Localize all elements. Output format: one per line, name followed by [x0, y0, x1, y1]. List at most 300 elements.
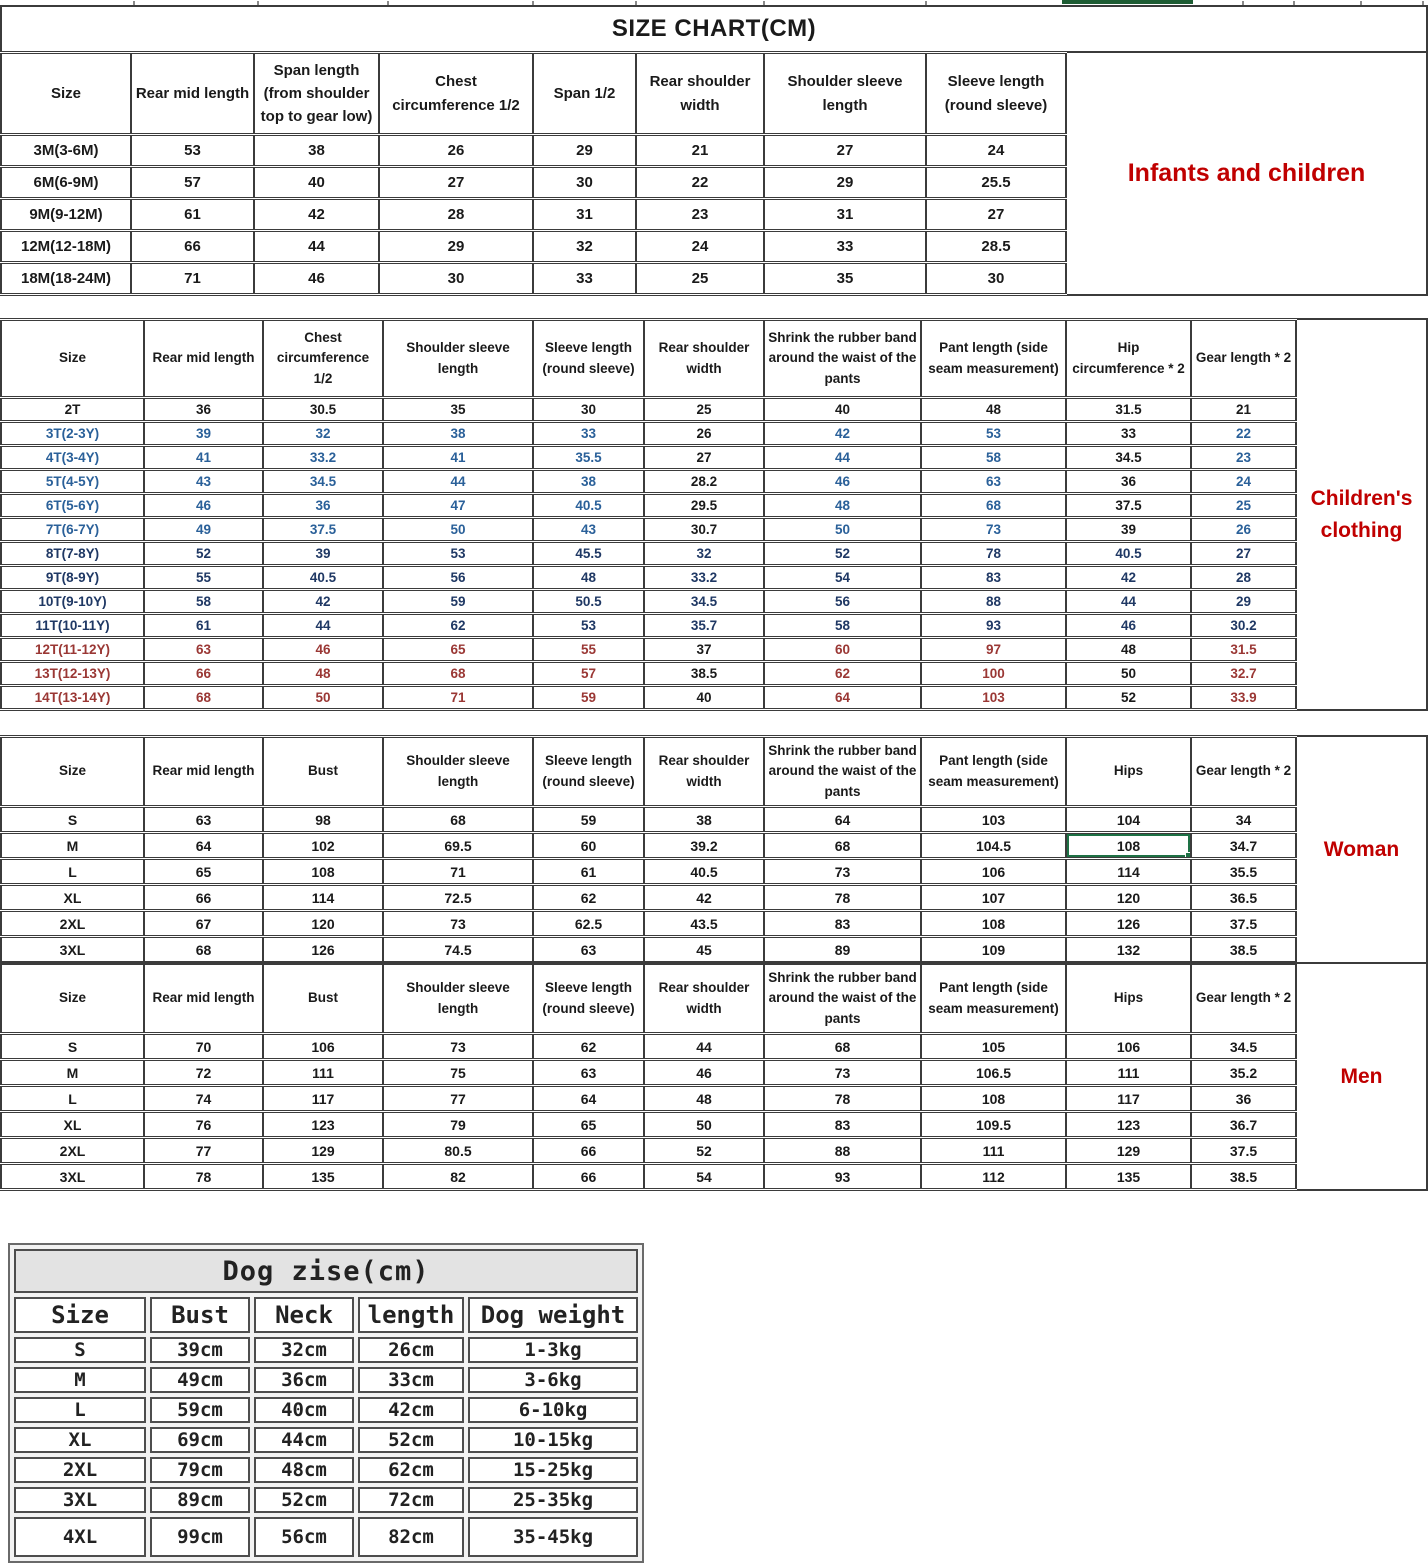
value-cell: 38 — [383, 422, 533, 446]
value-cell: 100 — [921, 662, 1066, 686]
value-cell: 30.2 — [1191, 614, 1296, 638]
column-header: Shrink the rubber band around the waist of the pants — [764, 320, 921, 398]
value-cell: 42 — [644, 885, 764, 911]
value-cell: 30 — [926, 263, 1066, 295]
column-header: Gear length * 2 — [1191, 320, 1296, 398]
value-cell: 114 — [1066, 859, 1191, 885]
value-cell: 62 — [764, 662, 921, 686]
value-cell: 103 — [921, 807, 1066, 833]
row-size-cell: M — [1, 833, 144, 859]
row-size-cell: M — [14, 1367, 146, 1393]
row-size-cell: 2XL — [14, 1457, 146, 1483]
row-size-cell: XL — [1, 1112, 144, 1138]
row-size-cell: S — [1, 807, 144, 833]
value-cell: 67 — [144, 911, 263, 937]
value-cell: 39cm — [150, 1337, 250, 1363]
column-header: Rear shoulder width — [636, 53, 764, 135]
value-cell: 50 — [383, 518, 533, 542]
value-cell: 117 — [1066, 1086, 1191, 1112]
value-cell: 109 — [921, 937, 1066, 963]
value-cell: 102 — [263, 833, 383, 859]
value-cell: 78 — [764, 885, 921, 911]
value-cell: 44 — [644, 1034, 764, 1060]
infants-label: Infants and children — [1127, 158, 1366, 187]
row-size-cell: S — [14, 1337, 146, 1363]
table-row — [1, 542, 1296, 566]
value-cell: 45.5 — [533, 542, 644, 566]
value-cell: 52 — [144, 542, 263, 566]
value-cell: 59 — [383, 590, 533, 614]
value-cell: 26 — [379, 135, 533, 167]
value-cell: 35 — [764, 263, 926, 295]
value-cell: 1-3kg — [468, 1337, 638, 1363]
value-cell: 38.5 — [1191, 937, 1296, 963]
value-cell: 89 — [764, 937, 921, 963]
column-header: Size — [1, 964, 144, 1034]
value-cell: 106 — [1066, 1034, 1191, 1060]
value-cell: 53 — [533, 614, 644, 638]
selected-cell: 108 — [1066, 833, 1191, 859]
value-cell: 27 — [1191, 542, 1296, 566]
value-cell: 48 — [263, 662, 383, 686]
value-cell: 56cm — [254, 1517, 354, 1557]
value-cell: 33 — [764, 231, 926, 263]
infants-label-box — [1067, 51, 1428, 296]
value-cell: 74 — [144, 1086, 263, 1112]
value-cell: 55 — [533, 638, 644, 662]
value-cell: 77 — [383, 1086, 533, 1112]
woman-label-box — [1297, 735, 1428, 964]
value-cell: 63 — [144, 638, 263, 662]
table-row — [1, 231, 1066, 263]
value-cell: 68 — [144, 686, 263, 710]
value-cell: 38.5 — [644, 662, 764, 686]
value-cell: 29 — [379, 231, 533, 263]
value-cell: 41 — [383, 446, 533, 470]
value-cell: 44 — [383, 470, 533, 494]
value-cell: 52 — [1066, 686, 1191, 710]
value-cell: 104.5 — [921, 833, 1066, 859]
value-cell: 83 — [764, 1112, 921, 1138]
value-cell: 26 — [644, 422, 764, 446]
value-cell: 108 — [921, 911, 1066, 937]
size-chart-title-bar — [0, 5, 1428, 51]
value-cell: 66 — [131, 231, 254, 263]
value-cell: 70 — [144, 1034, 263, 1060]
woman-label: Woman — [1323, 837, 1400, 861]
value-cell: 64 — [764, 807, 921, 833]
column-header: Sleeve length (round sleeve) — [533, 964, 644, 1034]
value-cell: 24 — [636, 231, 764, 263]
row-size-cell: 12M(12-18M) — [1, 231, 131, 263]
header-row — [1, 320, 1296, 398]
column-header: Gear length * 2 — [1191, 737, 1296, 807]
dog-section — [8, 1243, 1428, 1563]
value-cell: 83 — [764, 911, 921, 937]
value-cell: 40.5 — [533, 494, 644, 518]
value-cell: 40.5 — [644, 859, 764, 885]
row-size-cell: L — [1, 1086, 144, 1112]
gridline-tick — [925, 1, 927, 5]
table-row — [14, 1427, 638, 1453]
value-cell: 117 — [263, 1086, 383, 1112]
value-cell: 50.5 — [533, 590, 644, 614]
table-row — [1, 1164, 1296, 1190]
value-cell: 37 — [644, 638, 764, 662]
value-cell: 25 — [1191, 494, 1296, 518]
table-row — [1, 398, 1296, 422]
value-cell: 22 — [636, 167, 764, 199]
value-cell: 32 — [263, 422, 383, 446]
value-cell: 33 — [533, 422, 644, 446]
table-row — [1, 807, 1296, 833]
value-cell: 42 — [764, 422, 921, 446]
value-cell: 97 — [921, 638, 1066, 662]
row-size-cell: M — [1, 1060, 144, 1086]
spacer — [0, 711, 1428, 735]
value-cell: 37.5 — [263, 518, 383, 542]
value-cell: 26cm — [358, 1337, 464, 1363]
value-cell: 65 — [144, 859, 263, 885]
value-cell: 40.5 — [1066, 542, 1191, 566]
value-cell: 6-10kg — [468, 1397, 638, 1423]
value-cell: 28 — [379, 199, 533, 231]
row-size-cell: L — [1, 859, 144, 885]
men-size-table — [0, 962, 1297, 1191]
value-cell: 3-6kg — [468, 1367, 638, 1393]
value-cell: 80.5 — [383, 1138, 533, 1164]
column-header: Hips — [1066, 737, 1191, 807]
value-cell: 35.2 — [1191, 1060, 1296, 1086]
value-cell: 68 — [764, 1034, 921, 1060]
men-section — [0, 962, 1428, 1191]
column-header: Bust — [263, 964, 383, 1034]
value-cell: 62 — [533, 885, 644, 911]
value-cell: 40cm — [254, 1397, 354, 1423]
column-header: Shoulder sleeve length — [383, 964, 533, 1034]
value-cell: 53 — [131, 135, 254, 167]
spacer — [0, 296, 1428, 318]
value-cell: 72 — [144, 1060, 263, 1086]
value-cell: 123 — [1066, 1112, 1191, 1138]
value-cell: 25 — [636, 263, 764, 295]
value-cell: 27 — [379, 167, 533, 199]
value-cell: 68 — [764, 833, 921, 859]
column-header: Shoulder sleeve length — [383, 320, 533, 398]
value-cell: 66 — [533, 1164, 644, 1190]
value-cell: 29.5 — [644, 494, 764, 518]
value-cell: 103 — [921, 686, 1066, 710]
table-row — [1, 199, 1066, 231]
value-cell: 50 — [764, 518, 921, 542]
value-cell: 36.7 — [1191, 1112, 1296, 1138]
row-size-cell: 10T(9-10Y) — [1, 590, 144, 614]
value-cell: 88 — [764, 1138, 921, 1164]
selection-border-artifact — [1062, 0, 1193, 4]
value-cell: 42cm — [358, 1397, 464, 1423]
table-row — [1, 167, 1066, 199]
column-header: Size — [1, 53, 131, 135]
value-cell: 27 — [644, 446, 764, 470]
value-cell: 42 — [263, 590, 383, 614]
value-cell: 29 — [764, 167, 926, 199]
row-size-cell: 3XL — [1, 1164, 144, 1190]
men-label: Men — [1340, 1064, 1383, 1088]
value-cell: 129 — [1066, 1138, 1191, 1164]
value-cell: 36 — [1066, 470, 1191, 494]
top-gridline-strip — [0, 0, 1428, 5]
value-cell: 27 — [926, 199, 1066, 231]
table-row — [1, 833, 1296, 859]
row-size-cell: 9T(8-9Y) — [1, 566, 144, 590]
value-cell: 65 — [383, 638, 533, 662]
value-cell: 38 — [644, 807, 764, 833]
row-size-cell: 9M(9-12M) — [1, 199, 131, 231]
value-cell: 21 — [636, 135, 764, 167]
value-cell: 43.5 — [644, 911, 764, 937]
value-cell: 15-25kg — [468, 1457, 638, 1483]
value-cell: 25 — [644, 398, 764, 422]
row-size-cell: 18M(18-24M) — [1, 263, 131, 295]
value-cell: 60 — [533, 833, 644, 859]
value-cell: 71 — [383, 859, 533, 885]
value-cell: 36cm — [254, 1367, 354, 1393]
table-row — [1, 1138, 1296, 1164]
value-cell: 57 — [131, 167, 254, 199]
value-cell: 29 — [1191, 590, 1296, 614]
gridline-tick — [1422, 1, 1424, 5]
value-cell: 68 — [921, 494, 1066, 518]
page-title: SIZE CHART(CM) — [611, 15, 817, 42]
value-cell: 46 — [254, 263, 379, 295]
row-size-cell: 4XL — [14, 1517, 146, 1557]
value-cell: 37.5 — [1191, 1138, 1296, 1164]
table-row — [1, 566, 1296, 590]
column-header: Rear mid length — [144, 737, 263, 807]
value-cell: 73 — [383, 1034, 533, 1060]
gridline-tick — [387, 1, 389, 5]
value-cell: 61 — [144, 614, 263, 638]
row-size-cell: 3XL — [14, 1487, 146, 1513]
value-cell: 71 — [383, 686, 533, 710]
value-cell: 28 — [1191, 566, 1296, 590]
value-cell: 106.5 — [921, 1060, 1066, 1086]
column-header: Bust — [150, 1297, 250, 1333]
value-cell: 66 — [533, 1138, 644, 1164]
row-size-cell: 8T(7-8Y) — [1, 542, 144, 566]
gridline-tick — [532, 1, 534, 5]
column-header: Rear mid length — [144, 320, 263, 398]
value-cell: 58 — [764, 614, 921, 638]
value-cell: 34.5 — [263, 470, 383, 494]
value-cell: 111 — [263, 1060, 383, 1086]
value-cell: 120 — [263, 911, 383, 937]
value-cell: 73 — [383, 911, 533, 937]
woman-section — [0, 735, 1428, 964]
table-row — [14, 1397, 638, 1423]
value-cell: 59cm — [150, 1397, 250, 1423]
value-cell: 108 — [263, 859, 383, 885]
value-cell: 31.5 — [1066, 398, 1191, 422]
value-cell: 40 — [764, 398, 921, 422]
value-cell: 35.5 — [533, 446, 644, 470]
value-cell: 93 — [764, 1164, 921, 1190]
children-label-box — [1297, 318, 1428, 711]
value-cell: 48 — [1066, 638, 1191, 662]
column-header: Shoulder sleeve length — [383, 737, 533, 807]
value-cell: 30.7 — [644, 518, 764, 542]
value-cell: 44 — [764, 446, 921, 470]
value-cell: 46 — [263, 638, 383, 662]
column-header: Pant length (side seam measurement) — [921, 964, 1066, 1034]
value-cell: 72cm — [358, 1487, 464, 1513]
value-cell: 106 — [263, 1034, 383, 1060]
value-cell: 52cm — [254, 1487, 354, 1513]
column-header: Shrink the rubber band around the waist of the pants — [764, 964, 921, 1034]
row-size-cell: 6T(5-6Y) — [1, 494, 144, 518]
value-cell: 89cm — [150, 1487, 250, 1513]
value-cell: 61 — [131, 199, 254, 231]
value-cell: 33.9 — [1191, 686, 1296, 710]
value-cell: 108 — [921, 1086, 1066, 1112]
value-cell: 33 — [533, 263, 636, 295]
value-cell: 43 — [533, 518, 644, 542]
value-cell: 79 — [383, 1112, 533, 1138]
column-header: Hip circumference * 2 — [1066, 320, 1191, 398]
value-cell: 59 — [533, 686, 644, 710]
value-cell: 62.5 — [533, 911, 644, 937]
value-cell: 48 — [764, 494, 921, 518]
value-cell: 135 — [1066, 1164, 1191, 1190]
value-cell: 40 — [254, 167, 379, 199]
value-cell: 78 — [921, 542, 1066, 566]
value-cell: 36 — [144, 398, 263, 422]
value-cell: 22 — [1191, 422, 1296, 446]
value-cell: 68 — [144, 937, 263, 963]
gridline-tick — [1360, 1, 1362, 5]
value-cell: 59 — [533, 807, 644, 833]
value-cell: 56 — [764, 590, 921, 614]
value-cell: 37.5 — [1066, 494, 1191, 518]
value-cell: 48 — [921, 398, 1066, 422]
column-header: Pant length (side seam measurement) — [921, 320, 1066, 398]
dog-table-title: Dog zise(cm) — [14, 1249, 638, 1293]
value-cell: 43 — [144, 470, 263, 494]
value-cell: 24 — [926, 135, 1066, 167]
value-cell: 37.5 — [1191, 911, 1296, 937]
value-cell: 72.5 — [383, 885, 533, 911]
gridline-tick — [1293, 1, 1295, 5]
value-cell: 62 — [383, 614, 533, 638]
table-row — [1, 662, 1296, 686]
value-cell: 34.7 — [1191, 833, 1296, 859]
value-cell: 52 — [764, 542, 921, 566]
column-header: Chest circumference 1/2 — [263, 320, 383, 398]
value-cell: 129 — [263, 1138, 383, 1164]
value-cell: 54 — [764, 566, 921, 590]
value-cell: 41 — [144, 446, 263, 470]
value-cell: 39 — [263, 542, 383, 566]
value-cell: 36.5 — [1191, 885, 1296, 911]
value-cell: 33.2 — [263, 446, 383, 470]
gridline-tick — [763, 1, 765, 5]
value-cell: 58 — [921, 446, 1066, 470]
value-cell: 71 — [131, 263, 254, 295]
row-size-cell: 13T(12-13Y) — [1, 662, 144, 686]
table-row — [1, 263, 1066, 295]
value-cell: 38 — [254, 135, 379, 167]
row-size-cell: L — [14, 1397, 146, 1423]
table-row — [1, 859, 1296, 885]
column-header: Rear shoulder width — [644, 964, 764, 1034]
value-cell: 42 — [254, 199, 379, 231]
row-size-cell: 5T(4-5Y) — [1, 470, 144, 494]
column-header: Shoulder sleeve length — [764, 53, 926, 135]
value-cell: 75 — [383, 1060, 533, 1086]
gridline-tick — [257, 1, 259, 5]
value-cell: 50 — [644, 1112, 764, 1138]
value-cell: 35.7 — [644, 614, 764, 638]
row-size-cell: 3XL — [1, 937, 144, 963]
table-row — [1, 1060, 1296, 1086]
value-cell: 126 — [263, 937, 383, 963]
table-row — [1, 686, 1296, 710]
value-cell: 111 — [1066, 1060, 1191, 1086]
row-size-cell: 14T(13-14Y) — [1, 686, 144, 710]
value-cell: 39.2 — [644, 833, 764, 859]
header-row — [14, 1297, 638, 1333]
value-cell: 29 — [533, 135, 636, 167]
table-row — [1, 614, 1296, 638]
children-section — [0, 318, 1428, 711]
value-cell: 120 — [1066, 885, 1191, 911]
table-row — [14, 1457, 638, 1483]
row-size-cell: 3T(2-3Y) — [1, 422, 144, 446]
value-cell: 33cm — [358, 1367, 464, 1393]
value-cell: 61 — [533, 859, 644, 885]
row-size-cell: 2XL — [1, 911, 144, 937]
value-cell: 39 — [144, 422, 263, 446]
value-cell: 55 — [144, 566, 263, 590]
value-cell: 44cm — [254, 1427, 354, 1453]
value-cell: 24 — [1191, 470, 1296, 494]
value-cell: 39 — [1066, 518, 1191, 542]
table-row — [1, 1086, 1296, 1112]
value-cell: 63 — [921, 470, 1066, 494]
row-size-cell: 3M(3-6M) — [1, 135, 131, 167]
row-size-cell: 7T(6-7Y) — [1, 518, 144, 542]
value-cell: 36 — [263, 494, 383, 518]
table-row — [1, 1034, 1296, 1060]
value-cell: 47 — [383, 494, 533, 518]
table-row — [1, 590, 1296, 614]
children-label: Children's clothing — [1310, 487, 1413, 542]
value-cell: 49 — [144, 518, 263, 542]
column-header: Dog weight — [468, 1297, 638, 1333]
table-row — [1, 885, 1296, 911]
value-cell: 123 — [263, 1112, 383, 1138]
value-cell: 76 — [144, 1112, 263, 1138]
table-row — [1, 638, 1296, 662]
value-cell: 78 — [144, 1164, 263, 1190]
value-cell: 32cm — [254, 1337, 354, 1363]
value-cell: 135 — [263, 1164, 383, 1190]
infants-section — [0, 51, 1428, 296]
value-cell: 53 — [921, 422, 1066, 446]
value-cell: 30 — [533, 398, 644, 422]
value-cell: 74.5 — [383, 937, 533, 963]
column-header: Hips — [1066, 964, 1191, 1034]
